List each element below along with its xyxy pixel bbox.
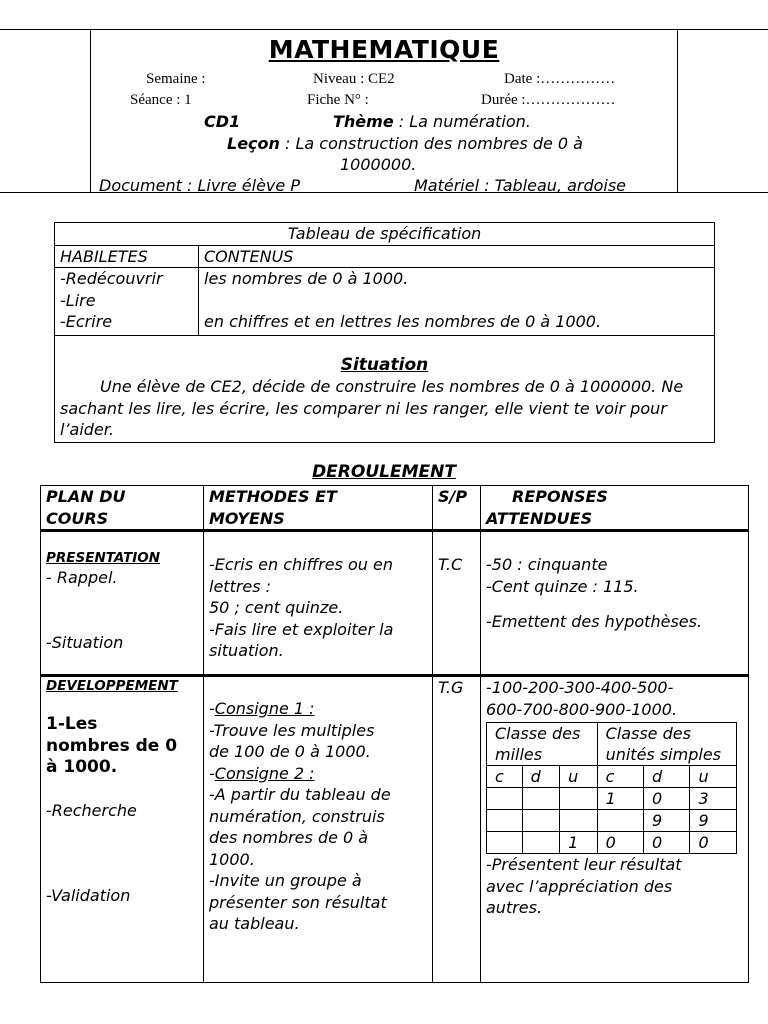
seance-field: Séance : 1	[130, 92, 192, 108]
habilete-item: -Lire	[60, 290, 96, 310]
habiletes-cell	[55, 268, 199, 336]
contenus-cell	[199, 268, 715, 336]
plan-developpement: DEVELOPPEMENT 1-Les nombres de 0 à 1000. -Recherche -Validation	[41, 676, 204, 983]
table-row: 1 0 0 0	[487, 832, 737, 854]
col-contenus: CONTENUS	[199, 245, 715, 268]
deroulement-table	[40, 485, 749, 983]
deroulement-title: DEROULEMENT	[312, 462, 456, 482]
reponses-developpement: -100-200-300-400-500- 600-700-800-900-1000. Classe des milles Classe des unités simples c d u c d u 1 0 3 9 9 1 0 0 0 -Présentent leur résultat avec l’appréciation des autres.	[481, 676, 749, 983]
situation-cell	[55, 335, 715, 442]
methodes-developpement: -Consigne 1 : -Trouve les multiples de 100 de 0 à 1000. -Consigne 2 : -A partir du tableau de numération, construis des nombres de 0 à 1000. -Invite un groupe à présenter son résultat au tableau.	[204, 676, 433, 983]
table-row	[41, 676, 749, 983]
column-letters-row: c d u c d u	[487, 766, 737, 788]
plan-presentation: PRESENTATION - Rappel. -Situation	[41, 531, 204, 676]
lecon-value-cont: 1000000.	[340, 155, 417, 174]
document-field: Document : Livre élève P	[99, 176, 300, 192]
materiel-field: Matériel : Tableau, ardoise	[414, 176, 627, 192]
specification-table	[54, 222, 715, 443]
niveau-field: Niveau : CE2	[313, 71, 395, 87]
theme-value: : La numération.	[393, 112, 531, 131]
header-plan: PLAN DU COURS	[41, 486, 204, 531]
col-habiletes: HABILETES	[55, 245, 199, 268]
contenu-item: les nombres de 0 à 1000.	[204, 269, 409, 288]
theme-label: Thème	[333, 112, 394, 131]
table-row: 9 9	[487, 810, 737, 832]
methodes-presentation: -Ecris en chiffres ou en lettres : 50 ; cent quinze. -Fais lire et exploiter la situation.	[204, 531, 433, 676]
sp-developpement: T.G	[433, 676, 481, 983]
date-field: Date :……………	[504, 71, 616, 87]
topic-title: 1-Les nombres de 0 à 1000.	[46, 714, 178, 777]
lecon-line	[227, 134, 583, 153]
spec-caption: Tableau de spécification	[55, 223, 715, 246]
lecon-value: : La construction des nombres de 0 à	[279, 134, 583, 153]
class-unites-header: Classe des unités simples	[597, 723, 736, 766]
page-title: MATHEMATIQUE	[268, 35, 500, 64]
duree-field: Durée :………………	[481, 92, 616, 108]
fiche-field: Fiche N° :	[307, 92, 369, 108]
situation-text: Une élève de CE2, décide de construire les nombres de 0 à 1000000. Ne sachant les lire, les écrire, les comparer ni les ranger, elle vient te voir pour l’aider.	[60, 377, 684, 439]
semaine-field: Semaine :	[146, 71, 206, 87]
consigne-1: Consigne 1 :	[214, 699, 315, 718]
table-header-row	[41, 486, 749, 531]
lecon-label: Leçon	[227, 134, 280, 153]
header-sp: S/P	[433, 486, 481, 531]
consigne-2: Consigne 2 :	[214, 763, 315, 783]
section-developpement: DEVELOPPEMENT	[46, 678, 178, 694]
section-presentation: PRESENTATION	[46, 550, 161, 566]
header-reponses: REPONSES ATTENDUES	[481, 486, 749, 531]
header-methodes: METHODES ET MOYENS	[204, 486, 433, 531]
sp-presentation: T.C	[433, 531, 481, 676]
habilete-item: -Redécouvrir	[60, 269, 163, 288]
lesson-header	[0, 29, 768, 193]
class-milles-header: Classe des milles	[487, 723, 598, 766]
table-row	[41, 531, 749, 676]
theme-line	[333, 112, 531, 131]
table-row: 1 0 3	[487, 788, 737, 810]
reponses-presentation: -50 : cinquante -Cent quinze : 115. -Emettent des hypothèses.	[481, 531, 749, 676]
cd-label: CD1	[204, 112, 241, 131]
numeration-table	[486, 722, 737, 854]
habilete-item: -Ecrire	[60, 312, 113, 331]
contenu-item: en chiffres et en lettres les nombres de 0 à 1000.	[204, 312, 602, 331]
situation-title: Situation	[340, 354, 429, 375]
